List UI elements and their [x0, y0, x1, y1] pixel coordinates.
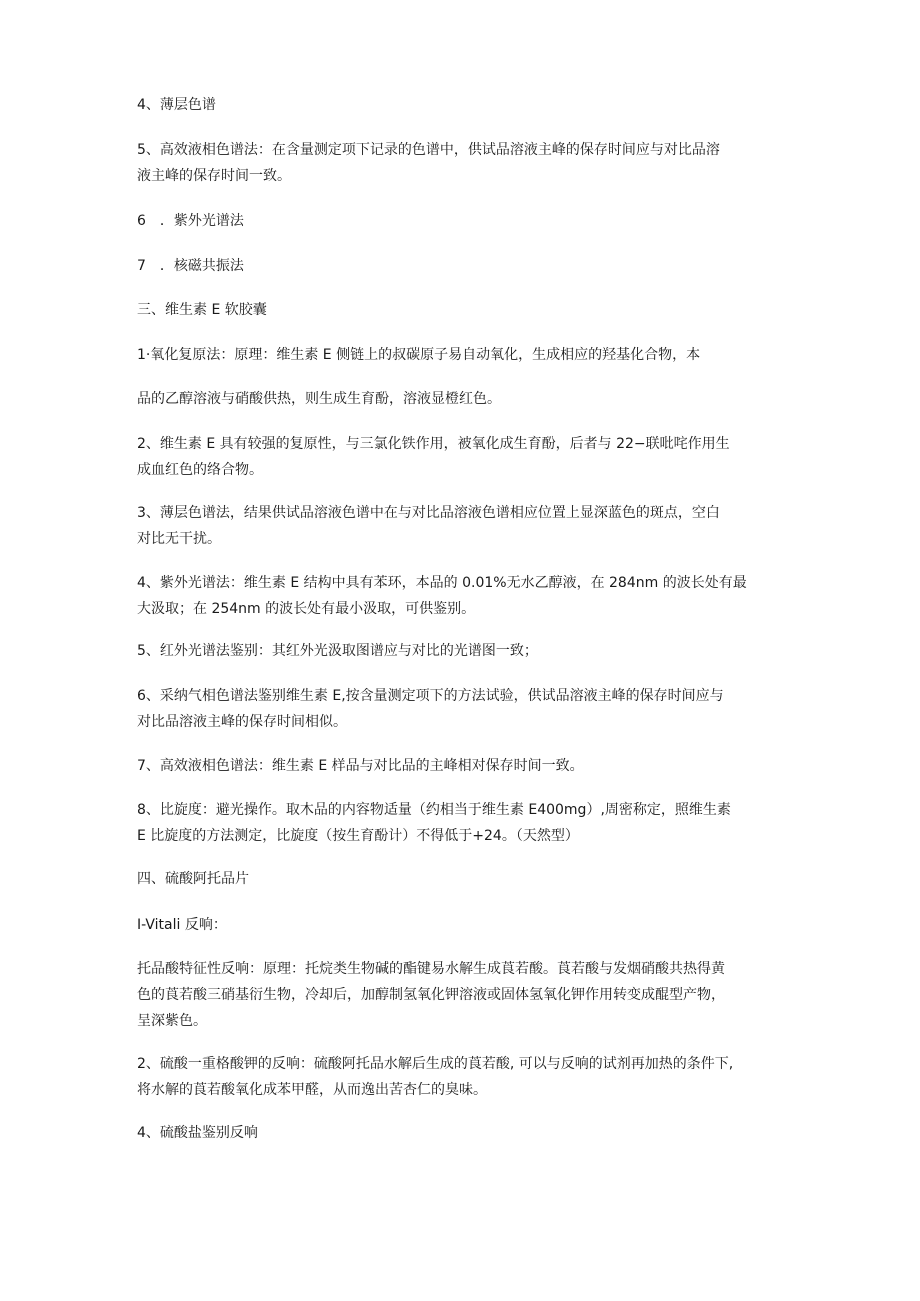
paragraph-line: 品的乙醇溶液与硝酸供热，则生成生育酚，溶液显橙红色。 [137, 391, 501, 407]
paragraph-line: 四、硫酸阿托品片 [137, 871, 249, 887]
paragraph-hplc [137, 137, 787, 189]
paragraph-line: 6 ．紫外光谱法 [137, 213, 244, 229]
paragraph-line: 大汲取；在 254nm 的波长处有最小汲取，可供鉴别。 [137, 601, 476, 617]
section-heading-vitamin-e [137, 297, 787, 323]
paragraph-tlc-heading [137, 92, 787, 118]
paragraph-reducibility [137, 431, 787, 483]
section-heading-atropine [137, 866, 787, 892]
paragraph-nmr-heading [137, 253, 787, 279]
paragraph-line: 色的莨若酸三硝基衍生物，冷却后，加醇制氢氧化钾溶液或固体氢氧化钾作用转变成醌型产物， [137, 987, 725, 1003]
paragraph-redox [137, 342, 787, 368]
paragraph-specific-rotation [137, 797, 787, 849]
paragraph-line: 4、硫酸盐鉴别反响 [137, 1125, 258, 1141]
paragraph-line: 三、维生素 E 软胶囊 [137, 302, 267, 318]
paragraph-line: 2、维生素 E 具有较强的复原性，与三氯化铁作用，被氧化成生育酚，后者与 22−联吡咤作用生 [137, 436, 730, 452]
paragraph-sulfate [137, 1120, 787, 1146]
paragraph-dichromate [137, 1051, 787, 1103]
paragraph-tropic-acid [137, 956, 787, 1034]
paragraph-line: 7、高效液相色谱法：维生素 E 样品与对比品的主峰相对保存时间一致。 [137, 758, 584, 774]
paragraph-line: 将水解的莨若酸氧化成苯甲醛，从而逸出苦杏仁的臭味。 [137, 1082, 487, 1098]
paragraph-uv-heading [137, 208, 787, 234]
paragraph-line: 4、薄层色谱 [137, 97, 216, 113]
paragraph-ir [137, 638, 787, 664]
paragraph-line: 5、红外光谱法鉴别：其红外光汲取图谱应与对比的光谱图一致； [137, 643, 538, 659]
paragraph-uv [137, 570, 787, 622]
paragraph-line: 7 ．核磁共振法 [137, 258, 244, 274]
paragraph-line: 呈深紫色。 [137, 1013, 207, 1029]
paragraph-line: 对比无干扰。 [137, 531, 221, 547]
paragraph-line: 成血红色的络合物。 [137, 462, 263, 478]
paragraph-line: 对比品溶液主峰的保存时间相似。 [137, 714, 347, 730]
paragraph-line: 6、采纳气相色谱法鉴别维生素 E,按含量测定项下的方法试验，供试品溶液主峰的保存时间应与 [137, 688, 724, 704]
paragraph-line: 托品酸特征性反响：原理：托烷类生物碱的酯键易水解生成莨若酸。莨若酸与发烟硝酸共热得黄 [137, 961, 725, 977]
paragraph-line: 液主峰的保存时间一致。 [137, 168, 291, 184]
paragraph-vitali-heading [137, 912, 787, 938]
paragraph-line: E 比旋度的方法测定，比旋度（按生育酚计）不得低于+24。（天然型） [137, 828, 579, 844]
paragraph-line: 1·氧化复原法：原理：维生素 E 侧链上的叔碳原子易自动氧化，生成相应的羟基化合物，本 [137, 347, 701, 363]
paragraph-hplc-vitamin-e [137, 753, 787, 779]
paragraph-line: 8、比旋度：避光操作。取木品的内容物适量（约相当于维生素 E400mg）,周密称定，照维生素 [137, 802, 731, 818]
paragraph-gc [137, 683, 787, 735]
paragraph-line: I-Vitali 反响： [137, 917, 227, 933]
paragraph-tlc [137, 500, 787, 552]
paragraph-line: 4、紫外光谱法：维生素 E 结构中具有苯环，本品的 0.01%无水乙醇液，在 284nm 的波长处有最 [137, 575, 747, 591]
paragraph-line: 3、薄层色谱法，结果供试品溶液色谱中在与对比品溶液色谱相应位置上显深蓝色的斑点，空白 [137, 505, 720, 521]
paragraph-line: 2、硫酸一重格酸钾的反响：硫酸阿托品水解后生成的莨若酸, 可以与反响的试剂再加热的条件下, [137, 1056, 734, 1072]
paragraph-redox-continued [137, 386, 787, 412]
paragraph-line: 5、高效液相色谱法：在含量测定项下记录的色谱中，供试品溶液主峰的保存时间应与对比品溶 [137, 142, 720, 158]
